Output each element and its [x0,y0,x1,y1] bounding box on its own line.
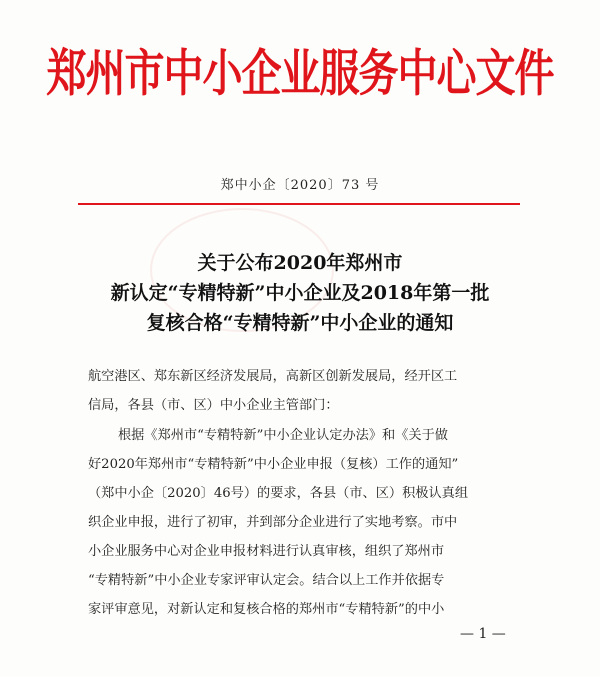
body-line: 织企业申报，进行了初审，并到部分企业进行了实地考察。市中 [88,515,458,530]
body-line: 航空港区、郑东新区经济发展局，高新区创新发展局，经开区工 [88,369,458,384]
body-line: 家评审意见，对新认定和复核合格的郑州市“专精特新”的中小 [88,602,445,617]
notice-title-line-2: 新认定“专精特新”中小企业及2018年第一批 [110,282,490,304]
document-number: 郑中小企〔2020〕73 号 [220,178,380,193]
body-line: 根据《郑州市“专精特新”中小企业认定办法》和《关于做 [118,428,448,443]
body-line: 好2020年郑州市“专精特新”中小企业申报（复核）工作的通知” [88,457,459,472]
notice-title-line-1: 关于公布2020年郑州市 [197,252,403,274]
document-header-title: 郑州市中小企业服务中心文件 [46,45,554,103]
page-number: — 1 — [460,626,506,642]
body-line: “专精特新”中小企业专家评审认定会。结合以上工作并依据专 [88,573,445,588]
red-divider-line [78,203,520,205]
body-line: 小企业服务中心对企业申报材料进行认真审核，组织了郑州市 [88,544,445,559]
body-line: （郑中小企〔2020〕46号）的要求，各县（市、区）积极认真组 [88,486,469,501]
body-line: 信局，各县（市、区）中小企业主管部门： [88,398,339,413]
notice-title-line-3: 复核合格“专精特新”中小企业的通知 [146,312,454,334]
